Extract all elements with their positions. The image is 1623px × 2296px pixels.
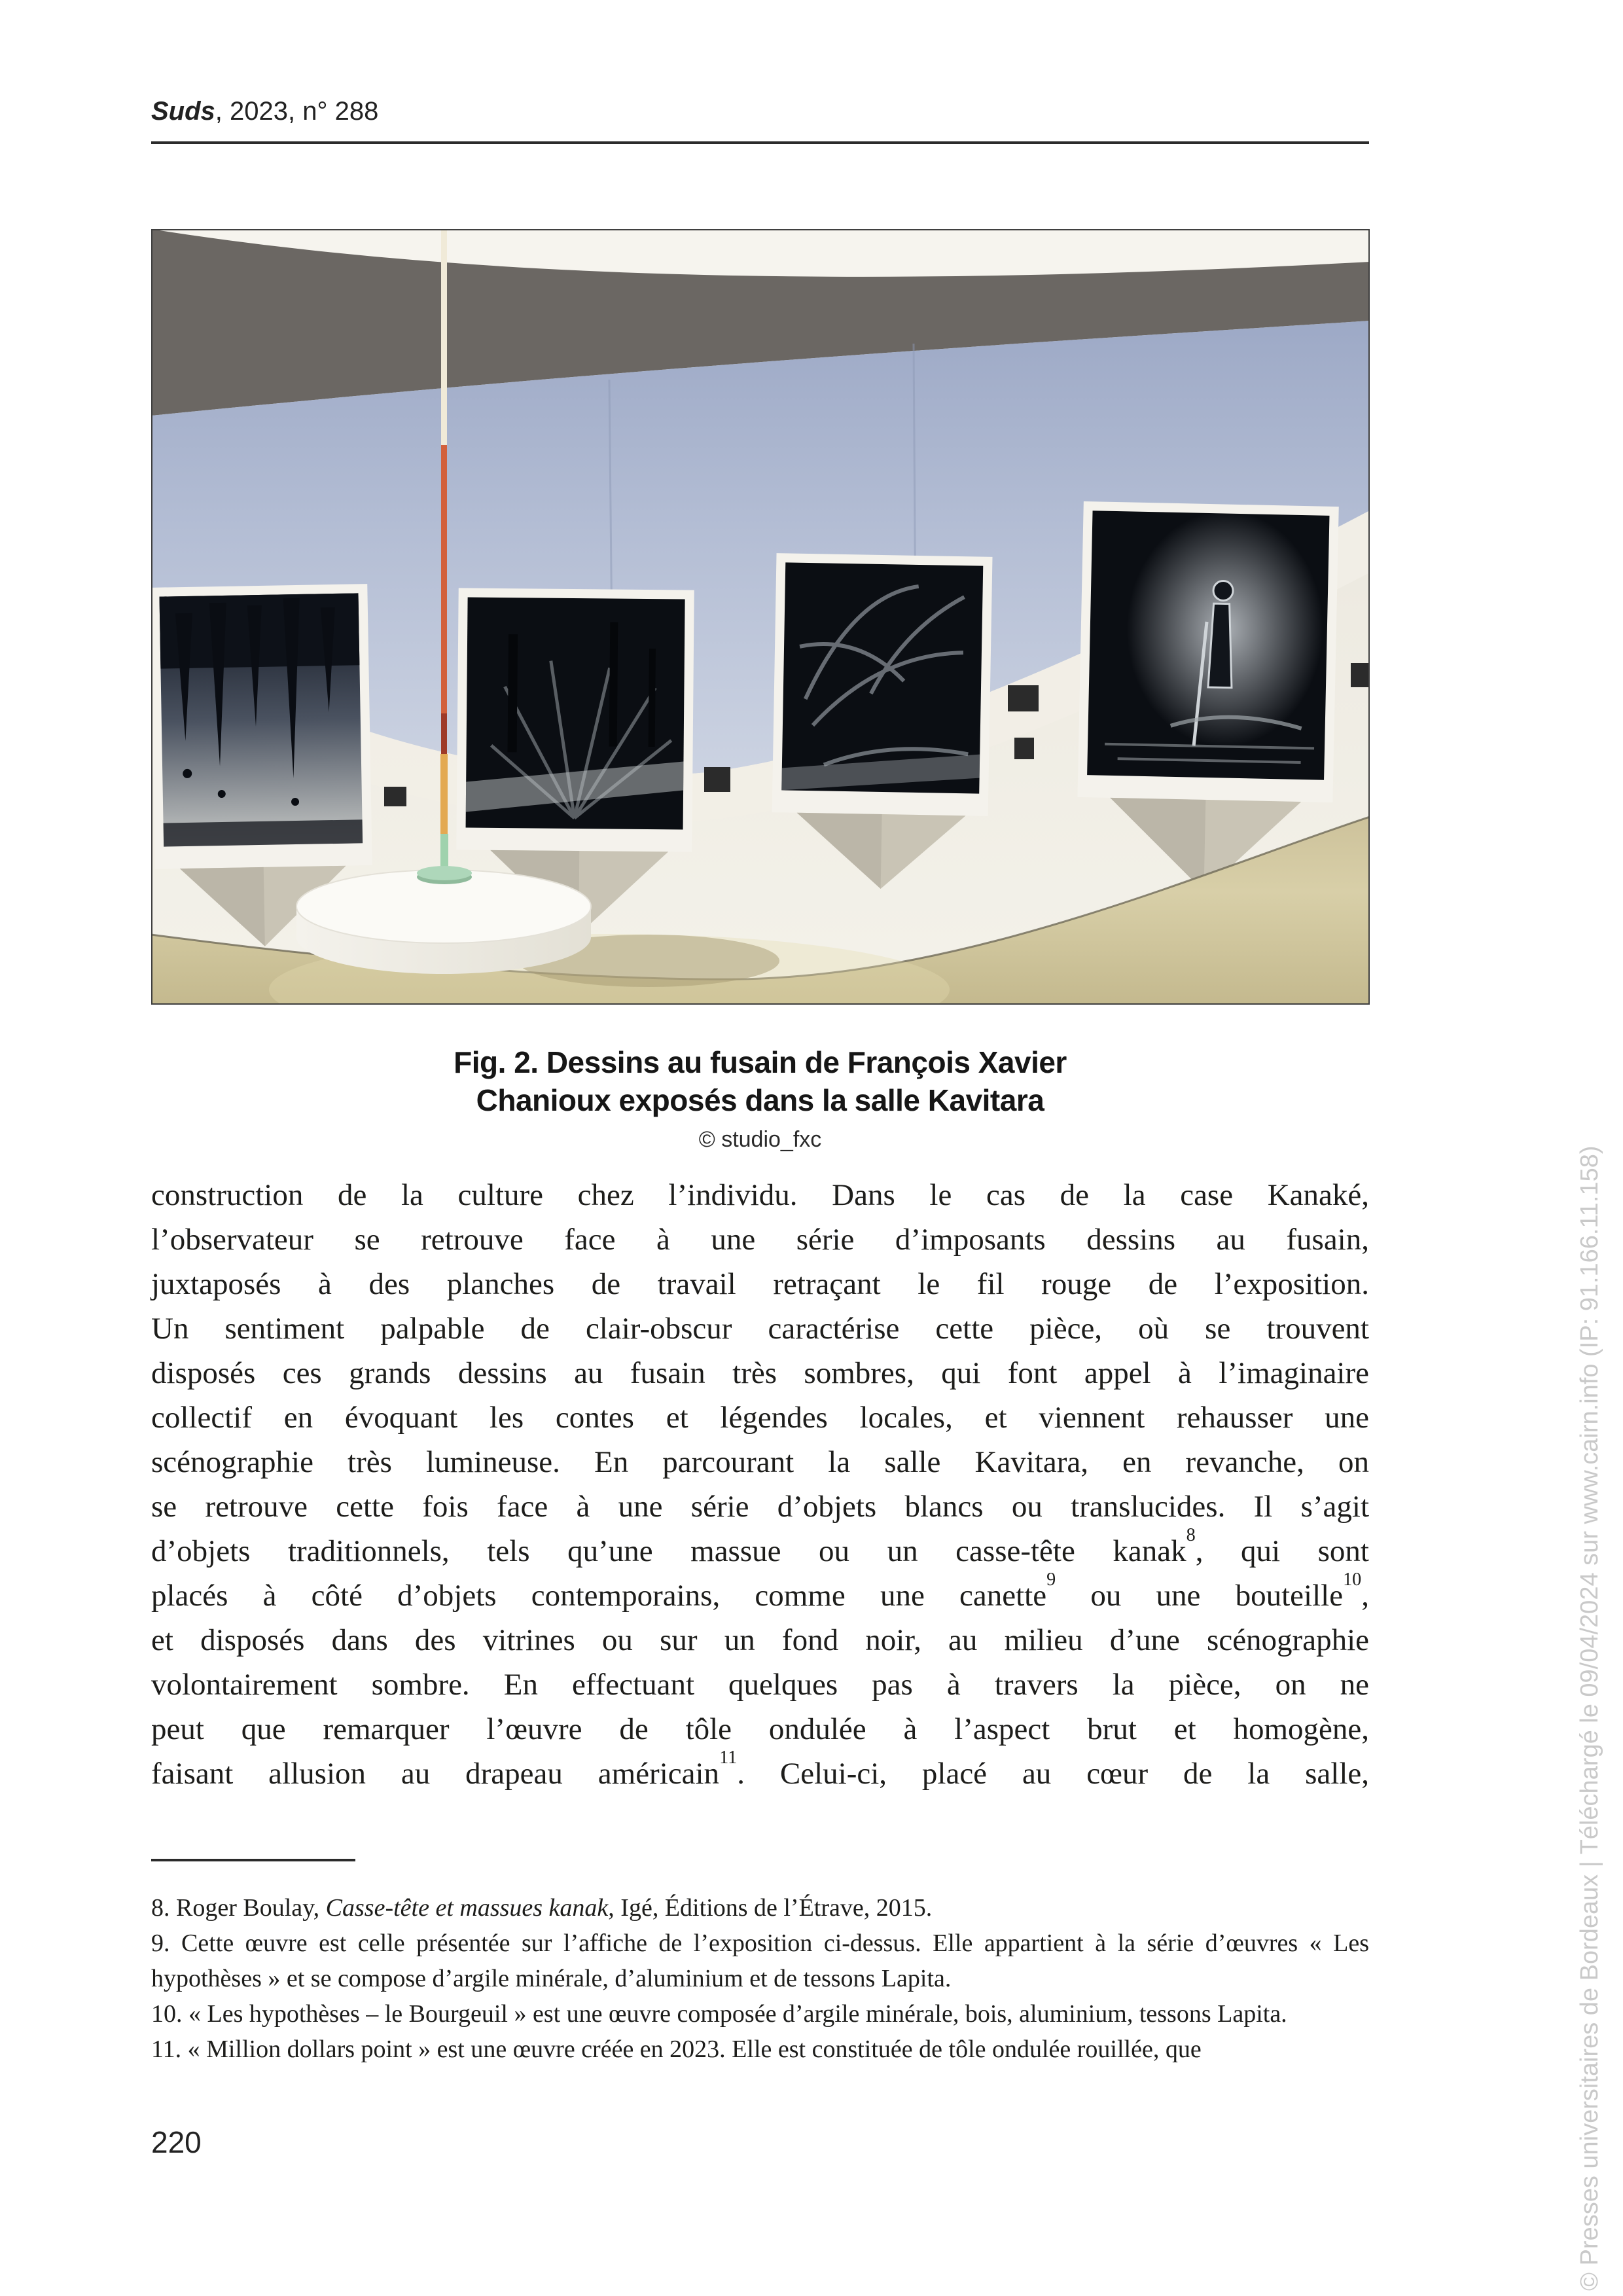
wall-label [1351,663,1370,687]
footnote: 10. « Les hypothèses – le Bourgeuil » est une œuvre composée d’argile minérale, bois, aluminium, tessons Lapita. [151,2000,1287,2028]
figure-photo [151,229,1370,1005]
body-line: placés à côté d’objets contemporains, comme une canette$^9$ ou une bouteille$^{10}$, [151,1570,1369,1613]
body-line: faisant allusion au drapeau américain$^{11}$. Celui-ci, placé au cœur de la salle, [151,1748,1369,1791]
header-rule [151,141,1369,144]
wall-label [704,767,730,792]
pole-segment-red [441,445,447,713]
footnote-rule [151,1859,355,1861]
pole-segment-yellow [440,754,448,834]
body-line: d’objets traditionnels, tels qu’une massue ou un casse-tête kanak$^8$, qui sont [151,1525,1369,1568]
exhibition-room-photo [151,229,1370,1005]
figure-caption-line2: Chanioux exposés dans la salle Kavitara [476,1083,1044,1117]
body-line: juxtaposés à des planches de travail retraçant le fil rouge de l’exposition. [151,1267,1369,1301]
pole-segment-white [441,229,447,445]
body-line: peut que remarquer l’œuvre de tôle ondulée à l’aspect brut et homogène, [151,1712,1369,1746]
artwork-ground [164,819,363,846]
pole-segment-dark-red [441,713,447,754]
pedestal [296,870,591,974]
figure-caption-line1: Fig. 2. Dessins au fusain de François Xavier [454,1045,1067,1079]
journal-title: Suds [151,97,215,126]
body-line: scénographie très lumineuse. En parcourant la salle Kavitara, en revanche, on [151,1445,1369,1479]
footnote: 8. Roger Boulay, Casse-tête et massues kanak, Igé, Éditions de l’Étrave, 2015. [151,1894,933,1922]
wall-label [384,787,406,806]
wall-label [1014,738,1034,759]
body-line: Un sentiment palpable de clair-obscur caractérise cette pièce, où se trouvent [151,1312,1369,1346]
journal-header [151,97,1369,126]
body-line: et disposés dans des vitrines ou sur un fond noir, au milieu d’une scénographie [151,1623,1369,1657]
wall-label [1008,685,1039,711]
figure-credit: © studio_fxc [698,1127,822,1152]
body-line: collectif en évoquant les contes et légendes locales, et viennent rehausser une [151,1401,1369,1435]
footnotes [151,1890,1369,2067]
journal-issue: , 2023, n° 288 [215,97,379,126]
body-text [151,1173,1369,1796]
footnote: 11. « Million dollars point » est une œuvre créée en 2023. Elle est constituée de tôle ondulée rouillée, que [151,2036,1202,2063]
page-number: 220 [151,2125,202,2159]
body-line: volontairement sombre. En effectuant quelques pas à travers la pièce, on ne [151,1668,1369,1702]
body-line: disposés ces grands dessins au fusain très sombres, qui font appel à l’imaginaire [151,1356,1369,1390]
body-line: construction de la culture chez l’individu. Dans le cas de la case Kanaké, [151,1178,1369,1212]
download-watermark: © Presses universitaires de Bordeaux | Téléchargé le 09/04/2024 sur www.cairn.info (IP: 91.166.11.158) [1576,1145,1603,2291]
pole-base [417,866,472,880]
body-line: l’observateur se retrouve face à une série d’imposants dessins au fusain, [151,1223,1369,1257]
body-line: se retrouve cette fois face à une série d’objets blancs ou translucides. Il s’agit [151,1490,1369,1524]
footnote: 9. Cette œuvre est celle présentée sur l’affiche de l’exposition ci-dessus. Elle appartient à la série d’œuvres « Les hypothèses » et se compose d’argile minérale, d’aluminium et de tessons Lapita. [151,1929,1369,1992]
